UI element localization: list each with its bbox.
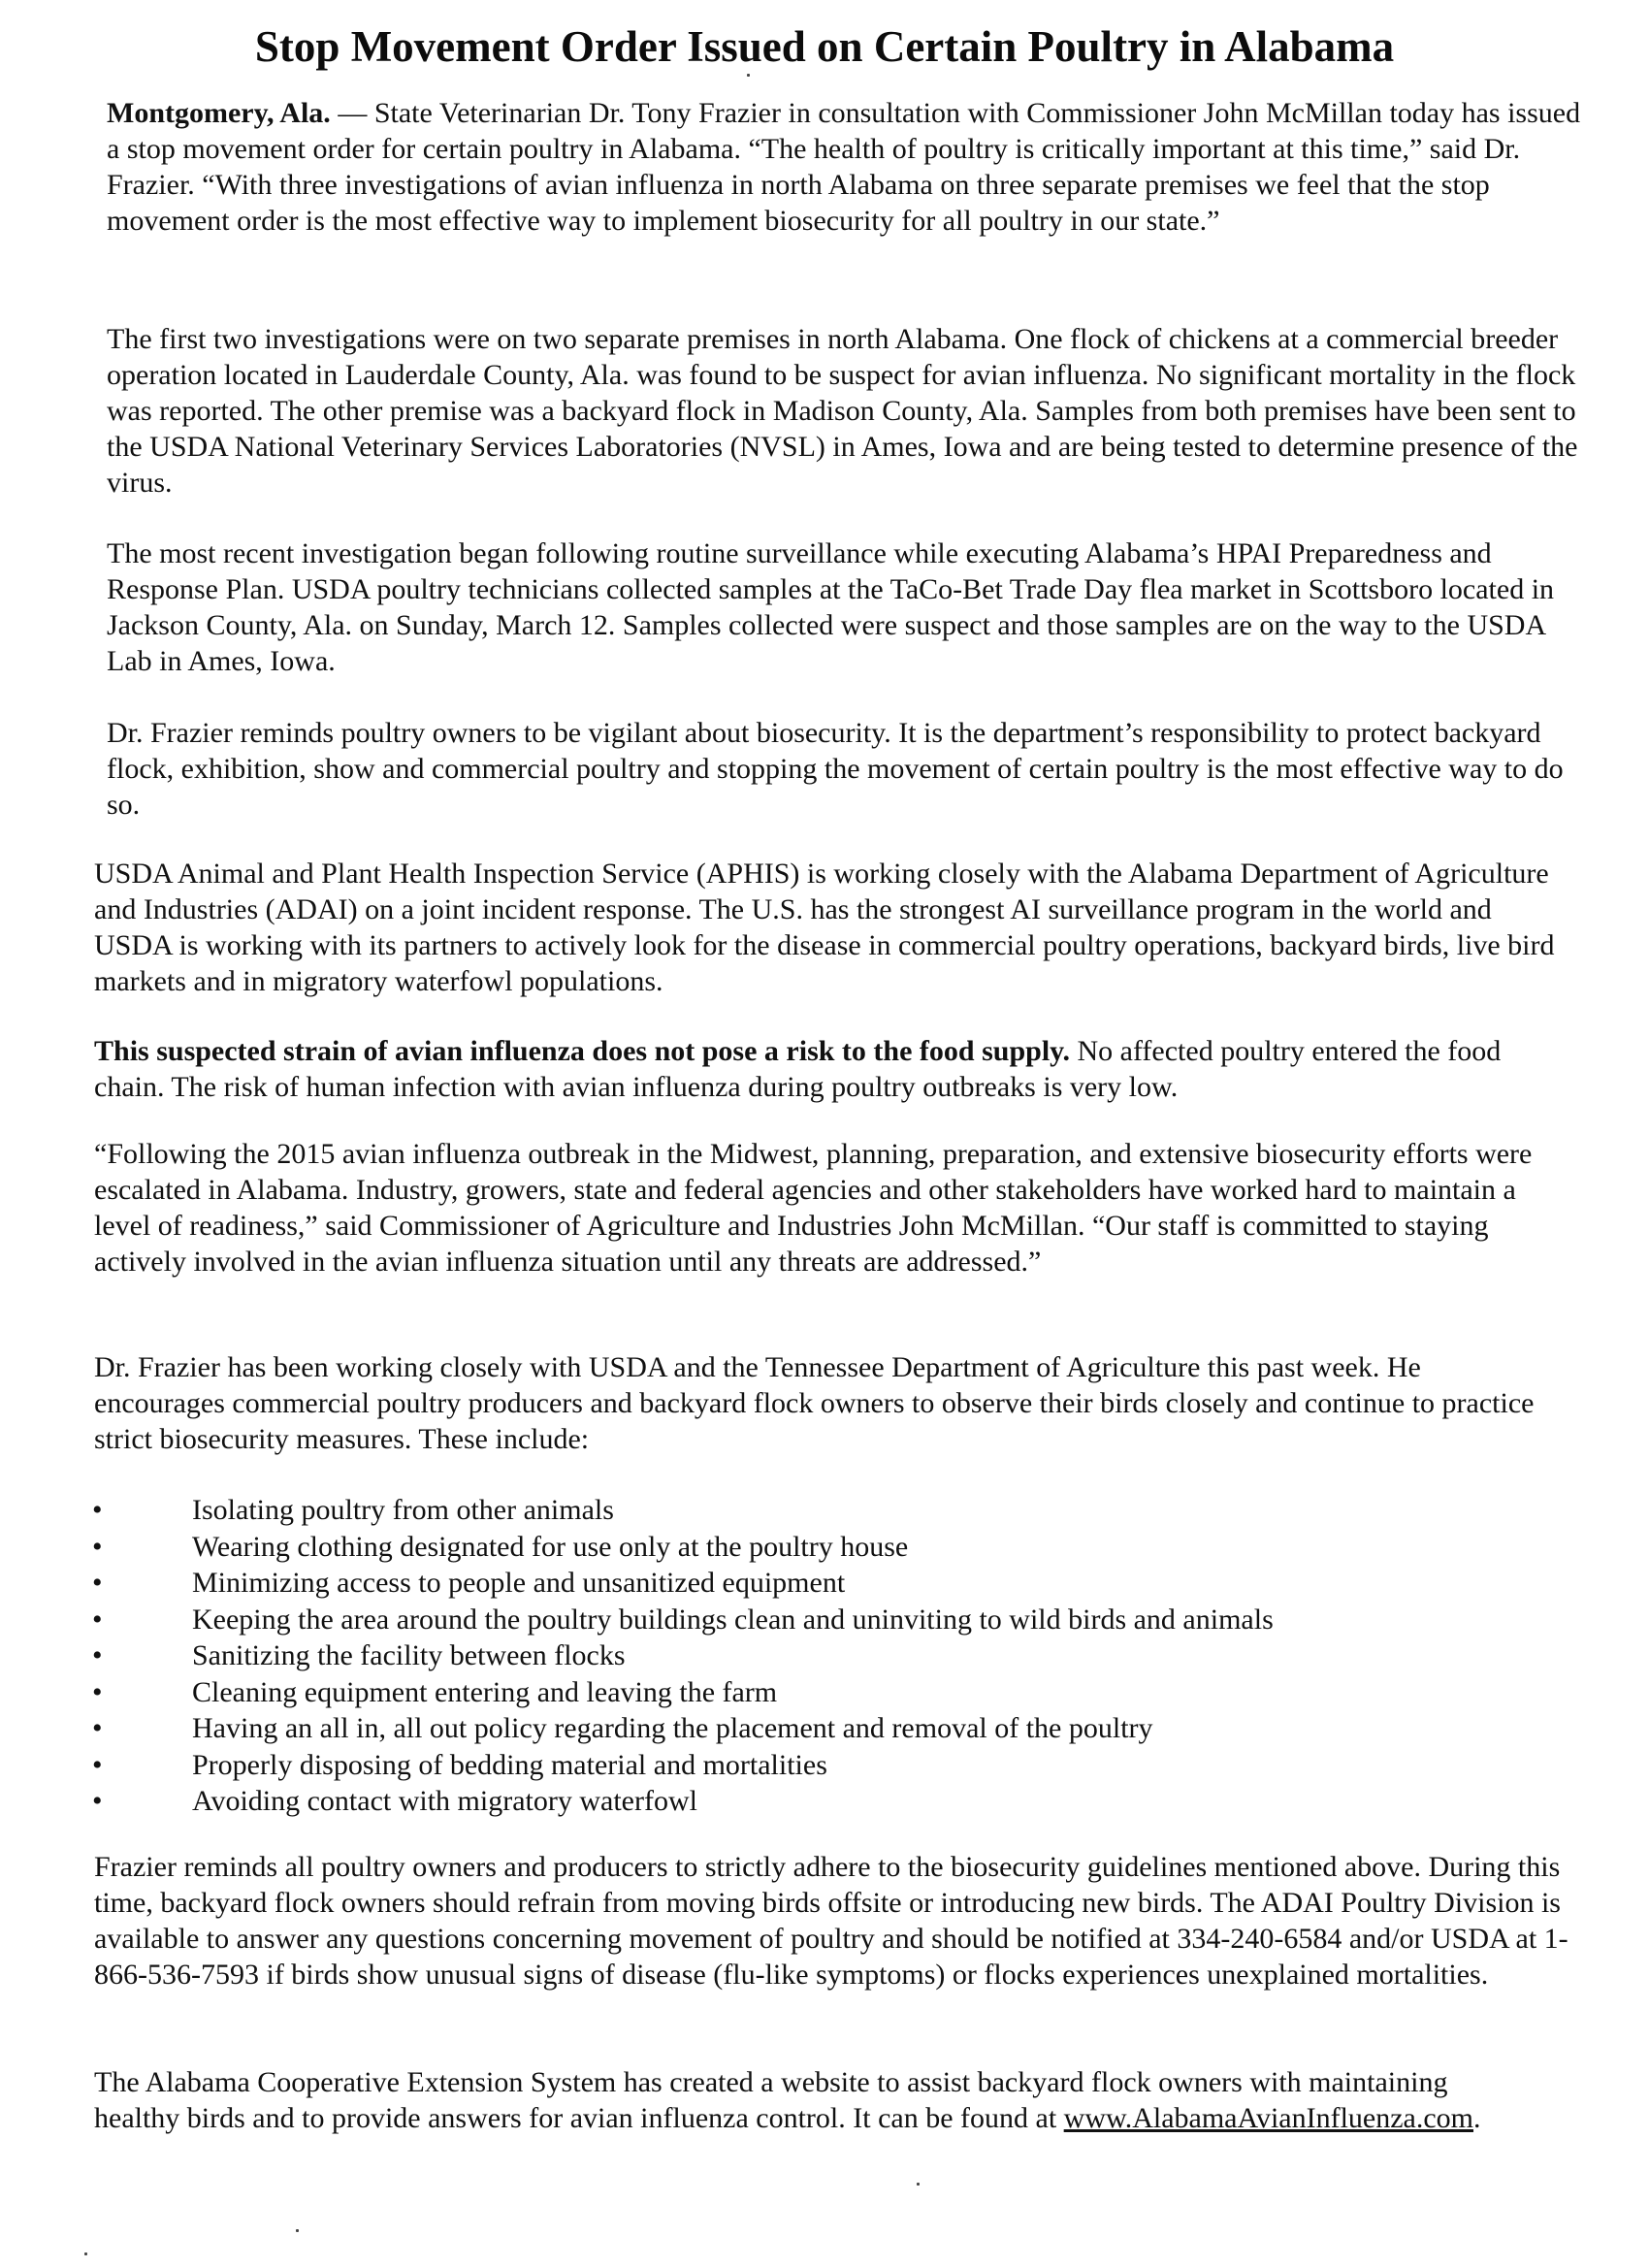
bullet-icon: • xyxy=(92,1675,103,1708)
list-item: • Having an all in, all out policy regarding the placement and removal of the poultry xyxy=(92,1710,1547,1747)
bullet-icon: • xyxy=(92,1567,103,1599)
biosecurity-measures-list xyxy=(92,1492,1547,1820)
food-supply-statement: This suspected strain of avian influenza does not pose a risk to the food supply. xyxy=(94,1035,1070,1067)
bullet-icon: • xyxy=(92,1530,103,1563)
bullet-icon: • xyxy=(92,1639,103,1671)
paragraph-commissioner-quote: “Following the 2015 avian influenza outbreak in the Midwest, planning, preparation, and extensive biosecurity efforts were escalated in Alabama. Industry, growers, state and federal agencies and other stakeholders have worked hard to maintain a level of readiness,” said Commissioner of Agriculture and Industries John McMillan. “Our staff is committed to staying actively involved in the avian influenza situation until any threats are addressed.” xyxy=(94,1138,1533,1278)
paragraph-vigilance: Dr. Frazier reminds poultry owners to be vigilant about biosecurity. It is the department’s responsibility to protect backyard flock, exhibition, show and commercial poultry and stopping the movement of certain poultry is the most effective way to do so. xyxy=(107,717,1564,821)
bullet-icon: • xyxy=(92,1494,103,1526)
paragraph-usda-tennessee: Dr. Frazier has been working closely with USDA and the Tennessee Department of Agriculture this past week. He encourages commercial poultry producers and backyard flock owners to observe their birds closely and continue to practice strict biosecurity measures. These include: xyxy=(94,1351,1535,1455)
list-item: • Avoiding contact with migratory waterfowl xyxy=(92,1783,1547,1820)
paragraph-extension-website: The Alabama Cooperative Extension System has created a website to assist backyard flock owners with maintaining healthy birds and to provide answers for avian influenza control. It can be found at www.AlabamaAvianInfluenza.com. xyxy=(94,2066,1481,2134)
list-item: • Keeping the area around the poultry buildings clean and uninviting to wild birds and animals xyxy=(92,1602,1547,1638)
paragraph-aphis: USDA Animal and Plant Health Inspection Service (APHIS) is working closely with the Alabama Department of Agriculture and Industries (ADAI) on a joint incident response. The U.S. has the strongest AI surveillance program in the world and USDA is working with its partners to actively look for the disease in commercial poultry operations, backyard birds, live bird markets and in migratory waterfowl populations. xyxy=(94,858,1555,997)
paragraph-food-supply: This suspected strain of avian influenza does not pose a risk to the food supply. No affected poultry entered the food chain. The risk of human infection with avian influenza during poultry outbreaks is very low. xyxy=(94,1035,1502,1103)
paragraph-adherence-contacts: Frazier reminds all poultry owners and producers to strictly adhere to the biosecurity guidelines mentioned above. During this time, backyard flock owners should refrain from moving birds offsite or introducing new birds. The ADAI Poultry Division is available to answer any questions concerning movement of poultry and should be notified at 334-240-6584 and/or USDA at 1-866-536-7593 if birds show unusual signs of disease (flu-like symptoms) or flocks experiences unexplained mortalities. xyxy=(94,1851,1568,1991)
paragraph-recent-investigation: The most recent investigation began following routine surveillance while executing Alabama’s HPAI Preparedness and Response Plan. USDA poultry technicians collected samples at the TaCo-Bet Trade Day flea market in Scottsboro located in Jackson County, Ala. on Sunday, March 12. Samples collected were suspect and those samples are on the way to the USDA Lab in Ames, Iowa. xyxy=(107,537,1555,677)
bullet-icon: • xyxy=(92,1603,103,1636)
list-item: • Sanitizing the facility between flocks xyxy=(92,1637,1547,1674)
dateline: Montgomery, Ala. xyxy=(107,97,331,129)
document-title: Stop Movement Order Issued on Certain Poultry in Alabama xyxy=(254,22,1395,71)
bullet-icon: • xyxy=(92,1785,103,1817)
paragraph-intro: Montgomery, Ala. — State Veterinarian Dr. Tony Frazier in consultation with Commissioner John McMillan today has issued a stop movement order for certain poultry in Alabama. “The health of poultry is critically important at this time,” said Dr. Frazier. “With three investigations of avian influenza in north Alabama on three separate premises we feel that the stop movement order is the most effective way to implement biosecurity for all poultry in our state.” xyxy=(107,97,1581,237)
bullet-icon: • xyxy=(92,1748,103,1781)
bullet-icon: • xyxy=(92,1712,103,1744)
list-item: • Isolating poultry from other animals xyxy=(92,1492,1547,1529)
scan-artifact xyxy=(84,2252,87,2255)
paragraph-first-investigations: The first two investigations were on two separate premises in north Alabama. One flock of chickens at a commercial breeder operation located in Lauderdale County, Ala. was found to be suspect for avian influenza. No significant mortality in the flock was reported. The other premise was a backyard flock in Madison County, Ala. Samples from both premises have been sent to the USDA National Veterinary Services Laboratories (NVSL) in Ames, Iowa and are being tested to determine presence of the virus. xyxy=(107,323,1578,499)
scan-artifact xyxy=(296,2229,299,2232)
list-item: • Properly disposing of bedding material and mortalities xyxy=(92,1747,1547,1784)
list-item: • Minimizing access to people and unsanitized equipment xyxy=(92,1565,1547,1602)
scan-artifact xyxy=(747,74,750,77)
scan-artifact xyxy=(917,2183,920,2186)
list-item: • Wearing clothing designated for use only at the poultry house xyxy=(92,1529,1547,1566)
list-item: • Cleaning equipment entering and leaving the farm xyxy=(92,1674,1547,1711)
website-link[interactable]: www.AlabamaAvianInfluenza.com xyxy=(1063,2102,1474,2134)
